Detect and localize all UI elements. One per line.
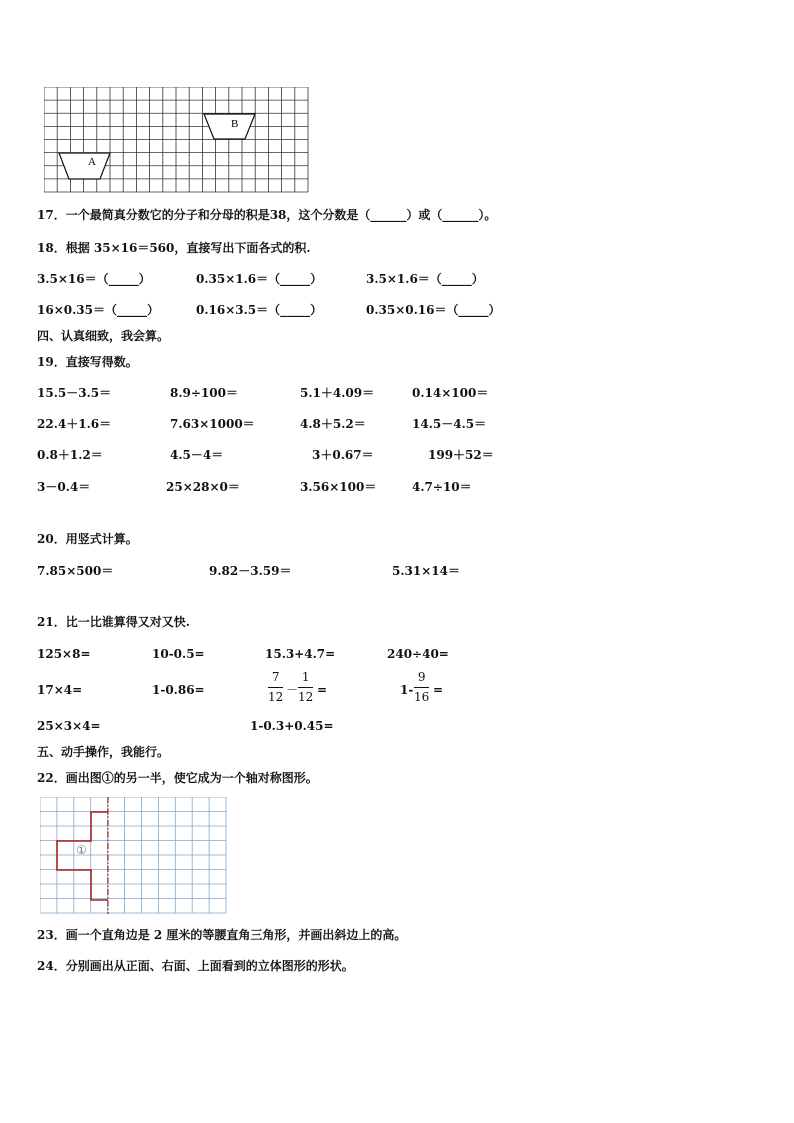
section4-title: 四、认真细致，我会算。	[37, 329, 170, 343]
trapezoid-a	[59, 153, 110, 179]
q18-item: 3.5×16＝（_____）	[37, 272, 151, 286]
q18-item: 0.16×3.5＝（_____）	[196, 303, 323, 317]
q19-item: 15.5－3.5＝	[37, 386, 112, 400]
q19-text: 19．直接写得数。	[37, 355, 138, 369]
q19-item: 8.9÷100＝	[170, 386, 238, 400]
q21-item: 10-0.5=	[152, 647, 205, 661]
grid-figure-ab	[44, 87, 310, 193]
fraction-bar	[414, 687, 429, 688]
q18-item: 16×0.35＝（_____）	[37, 303, 159, 317]
q21-item: 1-0.3+0.45=	[250, 719, 334, 733]
fraction-bar	[268, 687, 283, 688]
q20-item: 7.85×500＝	[37, 564, 114, 578]
denominator: 12	[268, 690, 284, 704]
q22-text: 22．画出图①的另一半，使它成为一个轴对称图形。	[37, 771, 318, 785]
q21-text: 21．比一比谁算得又对又快.	[37, 615, 190, 629]
numerator: 9	[417, 670, 426, 684]
q21-item: 15.3+4.7=	[265, 647, 336, 661]
trapezoid-b	[204, 114, 255, 139]
q19-item: 3.56×100＝	[300, 480, 377, 494]
q23-text: 23．画一个直角边是 2 厘米的等腰直角三角形，并画出斜边上的高。	[37, 928, 407, 942]
shape-label: ①	[76, 843, 87, 857]
label-b: B	[231, 118, 239, 130]
one-minus: 1-	[400, 683, 414, 697]
grid-figure-symmetry	[40, 797, 228, 914]
minus-sign: －	[286, 683, 299, 697]
q19-item: 7.63×1000＝	[170, 417, 255, 431]
equals-sign: =	[433, 683, 444, 697]
fraction-1-12	[298, 670, 313, 705]
fraction-9-16	[414, 670, 429, 705]
q19-item: 4.7÷10＝	[412, 480, 472, 494]
q21-item: 1-0.86=	[152, 683, 205, 697]
denominator: 16	[414, 690, 430, 704]
q17-text: 17．一个最简真分数它的分子和分母的积是38，这个分数是（______）或（______）。	[37, 208, 497, 222]
fraction-7-12	[268, 670, 283, 705]
numerator: 7	[271, 670, 280, 684]
q18-item: 0.35×0.16＝（_____）	[366, 303, 501, 317]
q19-item: 22.4＋1.6＝	[37, 417, 112, 431]
equals-sign: =	[317, 683, 328, 697]
q24-text: 24．分别画出从正面、右面、上面看到的立体图形的形状。	[37, 959, 354, 973]
q19-item: 4.5－4＝	[170, 448, 224, 462]
q19-item: 3＋0.67＝	[312, 448, 374, 462]
q18-item: 0.35×1.6＝（_____）	[196, 272, 323, 286]
q18-item: 3.5×1.6＝（_____）	[366, 272, 484, 286]
q19-item: 4.8＋5.2＝	[300, 417, 366, 431]
q19-item: 14.5－4.5＝	[412, 417, 487, 431]
denominator: 12	[298, 690, 314, 704]
q20-item: 5.31×14＝	[392, 564, 460, 578]
q19-item: 5.1＋4.09＝	[300, 386, 375, 400]
fraction-bar	[298, 687, 313, 688]
q19-item: 199＋52＝	[428, 448, 494, 462]
q21-item: 240÷40=	[387, 647, 449, 661]
q21-item: 125×8=	[37, 647, 91, 661]
q19-item: 0.14×100＝	[412, 386, 489, 400]
q19-item: 3－0.4＝	[37, 480, 91, 494]
q20-text: 20．用竖式计算。	[37, 532, 138, 546]
q19-item: 0.8＋1.2＝	[37, 448, 103, 462]
section5-title: 五、动手操作，我能行。	[37, 745, 170, 759]
q20-item: 9.82－3.59＝	[209, 564, 292, 578]
q18-text: 18．根据 35×16＝560，直接写出下面各式的积.	[37, 241, 311, 255]
numerator: 1	[301, 670, 310, 684]
label-a: A	[88, 156, 96, 168]
q21-item: 17×4=	[37, 683, 83, 697]
q21-item: 25×3×4=	[37, 719, 101, 733]
q19-item: 25×28×0＝	[166, 480, 240, 494]
